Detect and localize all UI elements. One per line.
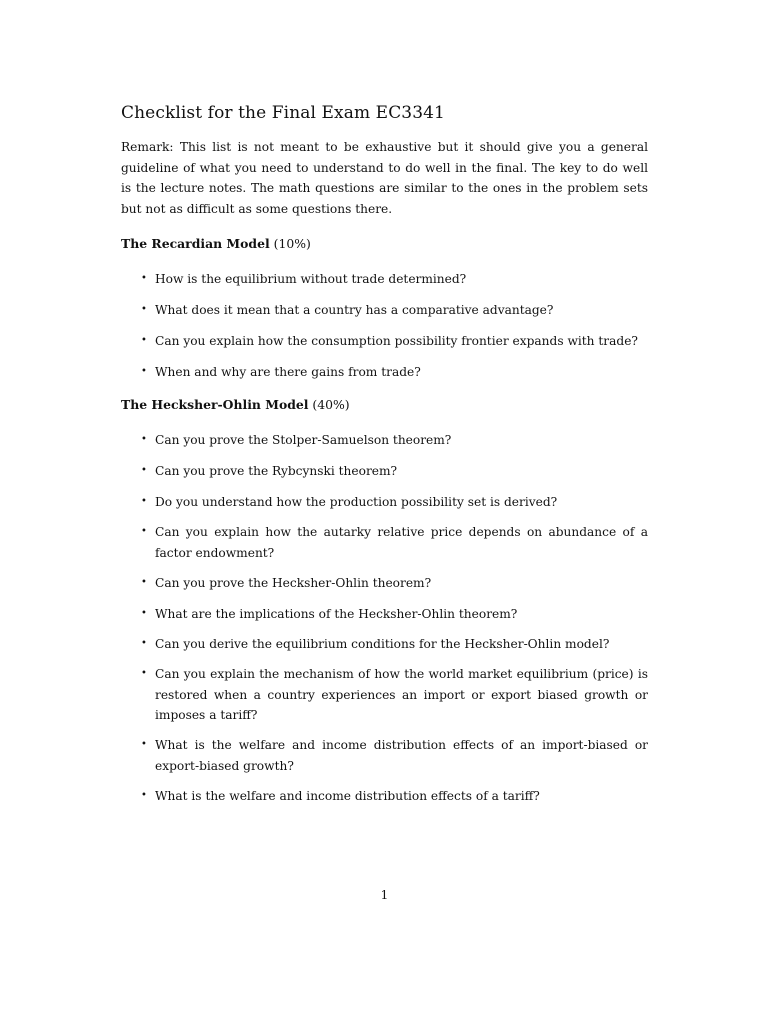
list-item: • Do you understand how the production possibility set is derived? [141,492,648,513]
list-item: • Can you prove the Stolper-Samuelson theorem? [141,430,648,451]
bullet-icon: • [141,304,147,315]
bullet-icon: • [141,739,147,750]
bullet-icon: • [141,465,147,476]
list-item: • When and why are there gains from trade? [141,362,648,383]
list-item: • Can you explain the mechanism of how the world market equilibrium (price) is restored when a country experiences an import or export biased growth or imposes a tariff? [141,664,648,726]
bullet-icon: • [141,366,147,377]
bullet-icon: • [141,526,147,537]
bullet-icon: • [141,496,147,507]
section-name: The Hecksher-Ohlin Model [121,397,309,412]
bullet-icon: • [141,335,147,346]
list-item: • What is the welfare and income distribution effects of an import-biased or export-biased growth? [141,735,648,776]
list-item: • Can you explain how the autarky relative price depends on abundance of a factor endowment? [141,522,648,563]
bullet-icon: • [141,608,147,619]
bullet-icon: • [141,273,147,284]
section-name: The Recardian Model [121,236,270,251]
list-item: • Can you prove the Hecksher-Ohlin theorem? [141,573,648,594]
list-item: • How is the equilibrium without trade determined? [141,269,648,290]
list-item: • Can you prove the Rybcynski theorem? [141,461,648,482]
remark-paragraph: Remark: This list is not meant to be exhaustive but it should give you a general guideline of what you need to understand to do well in the final. The key to do well is the lecture notes. The math questions are similar to the ones in the problem sets but not as difficult as some questions there. [121,140,648,217]
section-weight: (40%) [312,397,350,412]
bullet-icon: • [141,668,147,679]
section-weight: (10%) [273,236,311,251]
list-item: • What does it mean that a country has a comparative advantage? [141,300,648,321]
list-item: • Can you derive the equilibrium conditions for the Hecksher-Ohlin model? [141,634,648,655]
list-item: • Can you explain how the consumption possibility frontier expands with trade? [141,331,648,352]
page-number: 1 [380,888,389,902]
bullet-icon: • [141,638,147,649]
bullet-icon: • [141,434,147,445]
bullet-icon: • [141,577,147,588]
list-item: • What are the implications of the Hecksher-Ohlin theorem? [141,604,648,625]
page-title: Checklist for the Final Exam EC3341 [121,103,445,123]
list-item: • What is the welfare and income distribution effects of a tariff? [141,786,648,807]
bullet-icon: • [141,790,147,801]
section-heading-recardian [121,236,311,251]
section-heading-hecksher-ohlin [121,397,350,412]
